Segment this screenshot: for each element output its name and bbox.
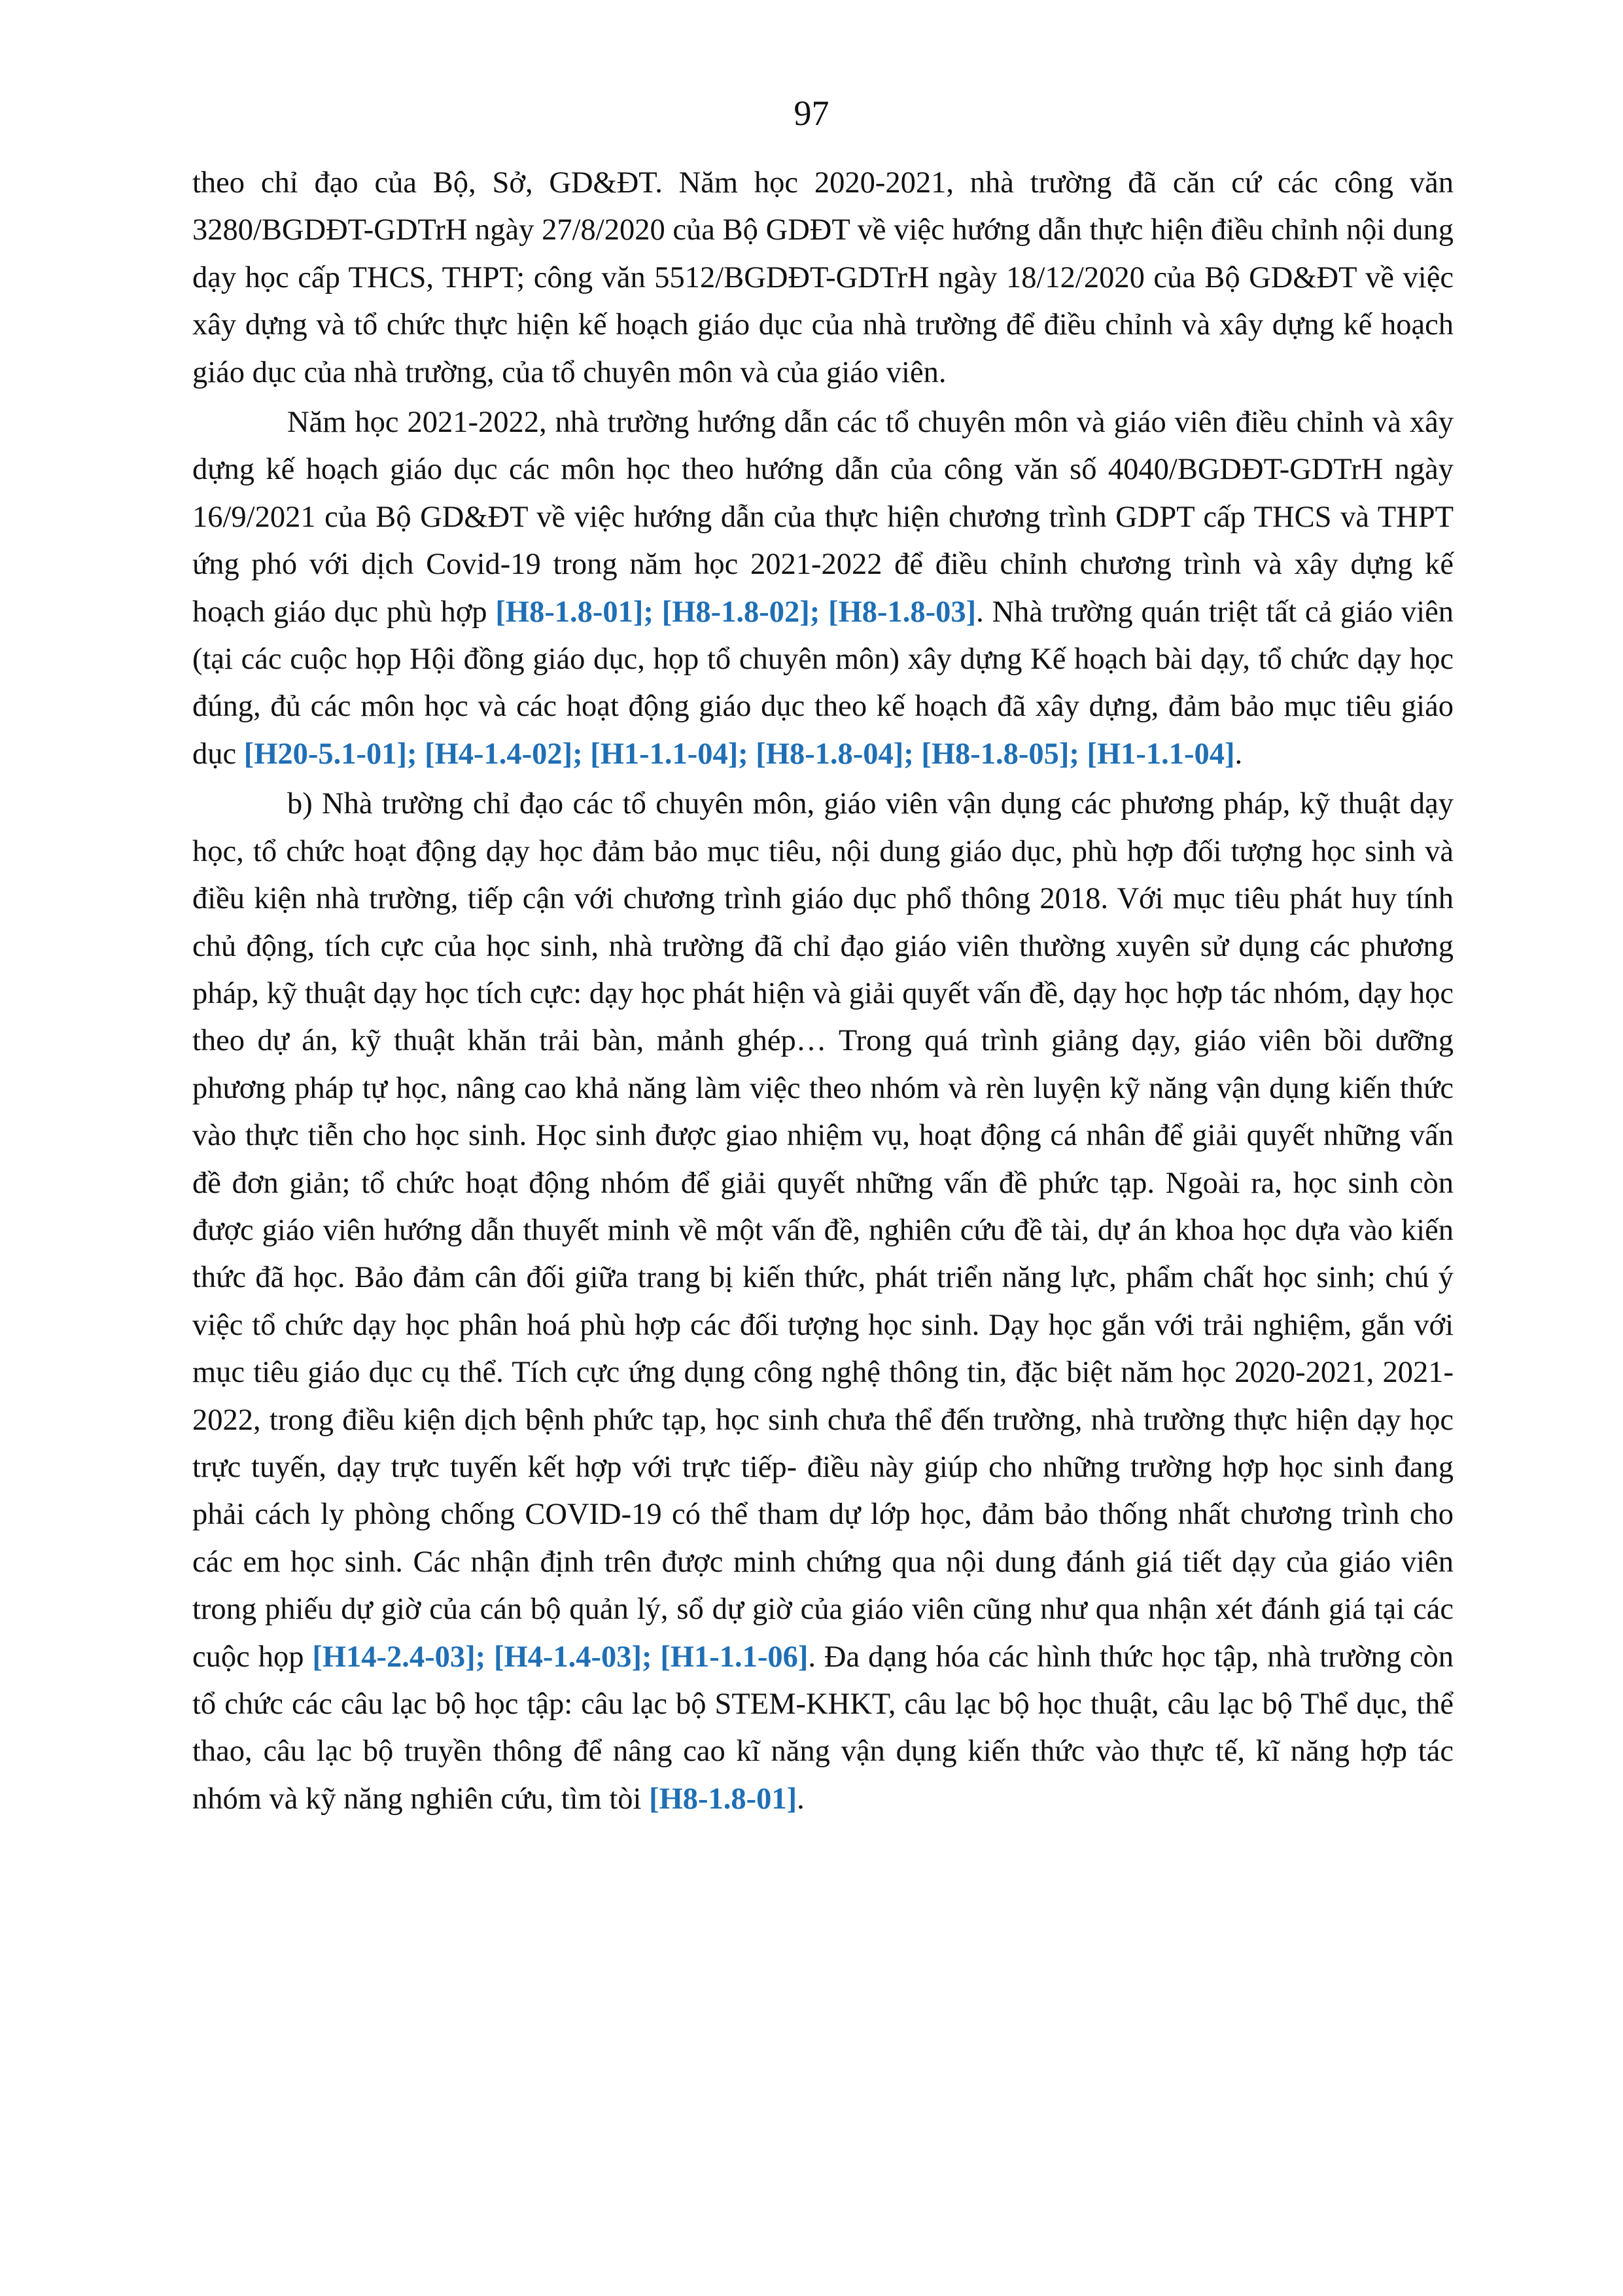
page-number: 97 [794, 94, 829, 133]
paragraph-text: theo chỉ đạo của Bộ, Sở, GD&ĐT. Năm học 2020-2021, nhà trường đã căn cứ các công văn 3280/BGDĐT-GDTrH ngày 27/8/2020 của Bộ GDĐT về việc hướng dẫn thực hiện điều chỉnh nội dung dạy học cấp THCS, THPT; công văn 5512/BGDĐT-GDTrH ngày 18/12/2020 của Bộ GD&ĐT về việc xây dựng và tổ chức thực hiện kế hoạch giáo dục của nhà trường để điều chỉnh và xây dựng kế hoạch giáo dục của nhà trường, của tổ chuyên môn và của giáo viên. [192, 166, 1454, 389]
paragraph-1 [192, 160, 1454, 397]
document-body [192, 160, 1454, 1826]
evidence-reference: [H8-1.8-01] [649, 1782, 797, 1816]
evidence-reference: [H20-5.1-01]; [H4-1.4-02]; [H1-1.1-04]; [H8-1.8-04]; [H8-1.8-05]; [H1-1.1-04] [243, 737, 1235, 771]
evidence-reference: [H8-1.8-01]; [H8-1.8-02]; [H8-1.8-03] [495, 595, 977, 629]
paragraph-text: b) Nhà trường chỉ đạo các tổ chuyên môn, giáo viên vận dụng các phương pháp, kỹ thuật dạy học, tổ chức hoạt động dạy học đảm bảo mục tiêu, nội dung giáo dục, phù hợp đối tượng học sinh và điều kiện nhà trường, tiếp cận với chương trình giáo dục phổ thông 2018. Với mục tiêu phát huy tính chủ động, tích cực của học sinh, nhà trường đã chỉ đạo giáo viên thường xuyên sử dụng các phương pháp, kỹ thuật dạy học tích cực: dạy học phát hiện và giải quyết vấn đề, dạy học hợp tác nhóm, dạy học theo dự án, kỹ thuật khăn trải bàn, mảnh ghép… Trong quá trình giảng dạy, giáo viên bồi dưỡng phương pháp tự học, nâng cao khả năng làm việc theo nhóm và rèn luyện kỹ năng vận dụng kiến thức vào thực tiễn cho học sinh. Học sinh được giao nhiệm vụ, hoạt động cá nhân để giải quyết những vấn đề đơn giản; tổ chức hoạt động nhóm để giải quyết những vấn đề phức tạp. Ngoài ra, học sinh còn được giáo viên hướng dẫn thuyết minh về một vấn đề, nghiên cứu đề tài, dự án khoa học dựa vào kiến thức đã học. Bảo đảm cân đối giữa trang bị kiến thức, phát triển năng lực, phẩm chất học sinh; chú ý việc tổ chức dạy học phân hoá phù hợp các đối tượng học sinh. Dạy học gắn với trải nghiệm, gắn với mục tiêu giáo dục cụ thể. Tích cực ứng dụng công nghệ thông tin, đặc biệt năm học 2020-2021, 2021-2022, trong điều kiện dịch bệnh phức tạp, học sinh chưa thể đến trường, nhà trường thực hiện dạy học trực tuyến, dạy trực tuyến kết hợp với trực tiếp- điều này giúp cho những trường hợp học sinh đang phải cách ly phòng chống COVID-19 có thể tham dự lớp học, đảm bảo thống nhất chương trình cho các em học sinh. Các nhận định trên được minh chứng qua nội dung đánh giá tiết dạy của giáo viên trong phiếu dự giờ của cán bộ quản lý, sổ dự giờ của giáo viên cũng như qua nhận xét đánh giá tại các cuộc họp [192, 787, 1454, 1674]
paragraph-text: . Nhà trường quán triệt tất cả giáo viên (tại các cuộc họp Hội đồng giáo dục, họp tổ chuyên môn) xây dựng Kế hoạch bài dạy, tổ chức dạy học đúng, đủ các môn học và các hoạt động giáo dục theo kế hoạch đã xây dựng, đảm bảo mục tiêu giáo dục [192, 595, 1454, 771]
paragraph-text: . Đa dạng hóa các hình thức học tập, nhà trường còn tổ chức các câu lạc bộ học tập: câu lạc bộ STEM-KHKT, câu lạc bộ học thuật, câu lạc bộ Thể dục, thể thao, câu lạc bộ truyền thông để nâng cao kĩ năng vận dụng kiến thức vào thực tế, kĩ năng hợp tác nhóm và kỹ năng nghiên cứu, tìm tòi [192, 1640, 1454, 1816]
paragraph-text: Năm học 2021-2022, nhà trường hướng dẫn các tổ chuyên môn và giáo viên điều chỉnh và xây dựng kế hoạch giáo dục các môn học theo hướng dẫn của công văn số 4040/BGDĐT-GDTrH ngày 16/9/2021 của Bộ GD&ĐT về việc hướng dẫn của thực hiện chương trình GDPT cấp THCS và THPT ứng phó với dịch Covid-19 trong năm học 2021-2022 để điều chỉnh chương trình và xây dựng kế hoạch giáo dục phù hợp [192, 406, 1454, 629]
evidence-reference: [H14-2.4-03]; [H4-1.4-03]; [H1-1.1-06] [312, 1640, 809, 1674]
paragraph-3 [192, 781, 1454, 1823]
paragraph-text: . [797, 1782, 805, 1816]
paragraph-2 [192, 399, 1454, 778]
paragraph-text: . [1234, 737, 1243, 771]
